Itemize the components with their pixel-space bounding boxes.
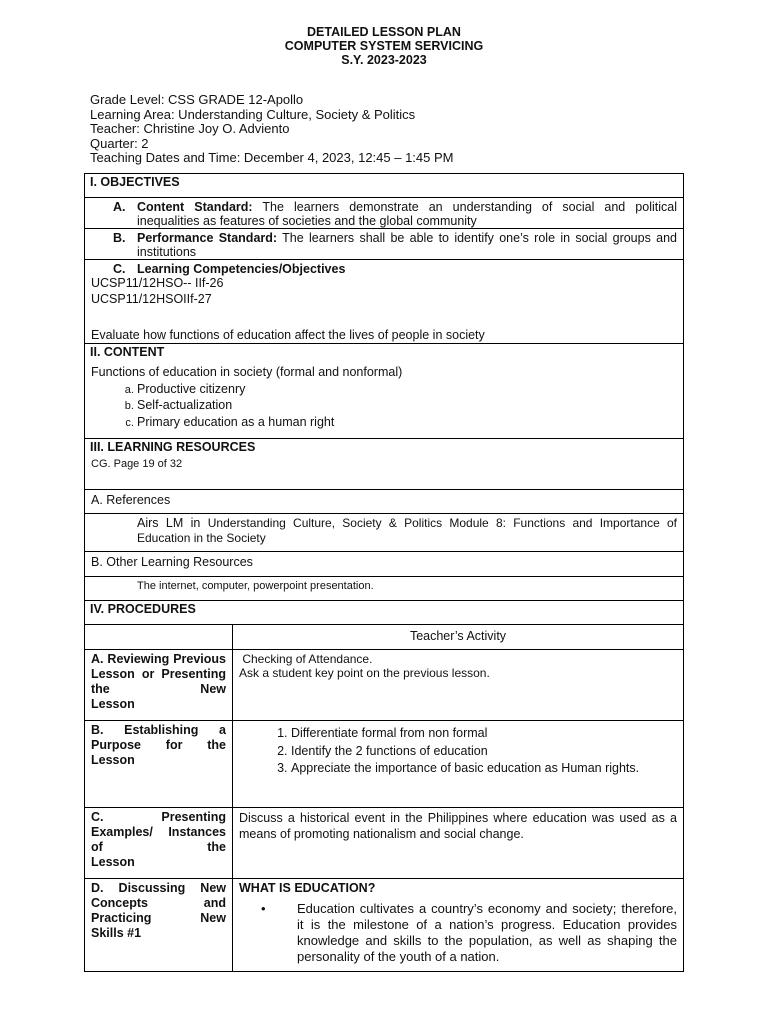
bullet-icon: • xyxy=(261,901,266,916)
document-header xyxy=(0,25,768,67)
header-school-year: S.Y. 2023-2023 xyxy=(341,53,427,67)
meta-teacher: Teacher: Christine Joy O. Adviento xyxy=(90,121,290,136)
meta-learning-area: Learning Area: Understanding Culture, Society & Politics xyxy=(90,106,416,122)
procedure-body-d xyxy=(233,879,683,971)
procedure-row-a xyxy=(85,650,683,721)
curriculum-guide-page: CG. Page 19 of 32 xyxy=(91,458,183,470)
header-subject: COMPUTER SYSTEM SERVICING xyxy=(284,39,484,53)
competency-code-2: UCSP11/12HSOIIf-27 xyxy=(91,291,212,306)
references-label: A. References xyxy=(91,493,171,507)
procedure-a-line-1: Checking of Attendance. xyxy=(239,652,373,666)
header-title: DETAILED LESSON PLAN xyxy=(307,25,461,39)
purpose-list-item: 3. Appreciate the importance of basic education as Human rights. xyxy=(291,760,677,778)
other-resources-label: B. Other Learning Resources xyxy=(91,555,253,569)
other-resources-text: The internet, computer, powerpoint presentation. xyxy=(137,580,374,592)
performance-standard-text: The learners shall be able to identify one’s role in social groups and institutions xyxy=(137,231,677,259)
education-heading: WHAT IS EDUCATION? xyxy=(239,881,376,895)
lesson-meta xyxy=(90,93,454,166)
purpose-list xyxy=(239,725,677,778)
performance-standard-label: Performance Standard: xyxy=(137,231,278,245)
education-definition: Education cultivates a country’s economy and society; therefore, it is the milestone of a nation’s progress. Education provides knowledge and skills to the population, as well as shaping the personality of the youth of a nation. xyxy=(297,901,677,964)
procedure-label-c xyxy=(85,808,233,878)
procedures-heading-row xyxy=(85,601,683,625)
performance-standard-letter: B. xyxy=(113,231,126,245)
meta-grade-level: Grade Level: CSS GRADE 12-Apollo xyxy=(90,92,304,107)
content-standard-letter: A. xyxy=(113,200,126,214)
references-body-row xyxy=(85,514,683,552)
procedure-body-b xyxy=(233,721,683,807)
content-heading: II. CONTENT xyxy=(90,345,165,359)
reference-module: Understanding Culture, Society & Politics Module 8: Functions and Importance of Education in the Society xyxy=(137,516,677,545)
reference-lm: Airs LM in xyxy=(137,516,208,530)
content-list-item: a. Productive citizenry xyxy=(137,381,683,398)
procedure-label-blank xyxy=(85,625,233,649)
procedure-c-text: Discuss a historical event in the Philippines where education was used as a means of promoting nationalism and social change. xyxy=(239,811,677,841)
learning-resources-row xyxy=(85,439,683,490)
procedure-row-c xyxy=(85,808,683,879)
content-list xyxy=(85,381,683,431)
other-resources-body-row xyxy=(85,577,683,601)
procedure-a-line-2: Ask a student key point on the previous lesson. xyxy=(239,666,490,680)
procedures-heading: IV. PROCEDURES xyxy=(90,602,196,616)
procedure-label-d-last: Skills #1 xyxy=(91,926,142,940)
procedure-label-a xyxy=(85,650,233,720)
purpose-list-item: 2. Identify the 2 functions of education xyxy=(291,743,677,761)
procedure-label-a-last: Lesson xyxy=(91,697,135,711)
learning-competencies-letter: C. xyxy=(113,262,126,276)
learning-competencies-row xyxy=(85,260,683,344)
competency-code-1: UCSP11/12HSO-- IIf-26 xyxy=(91,276,224,290)
content-list-item: c. Primary education as a human right xyxy=(137,414,683,431)
procedure-label-a-text: A. Reviewing Previous Lesson or Presenting the New xyxy=(91,652,226,696)
procedure-label-c-last: Lesson xyxy=(91,855,135,869)
performance-standard-row xyxy=(85,229,683,260)
procedure-body-a xyxy=(233,650,683,720)
teacher-activity-header-row xyxy=(85,625,683,650)
objectives-heading: I. OBJECTIVES xyxy=(90,175,180,189)
learning-competencies-label: Learning Competencies/Objectives xyxy=(137,262,346,276)
competency-evaluate: Evaluate how functions of education affect the lives of people in society xyxy=(91,327,485,342)
procedure-label-b-last: Lesson xyxy=(91,753,135,767)
purpose-list-item: 1. Differentiate formal from non formal xyxy=(291,725,677,743)
content-standard-text: The learners demonstrate an understanding of social and political inequalities as features of societies and the global community xyxy=(137,200,677,228)
procedure-row-b xyxy=(85,721,683,808)
procedure-label-d-text: D. Discussing New Concepts and Practicing New xyxy=(91,881,226,925)
meta-quarter: Quarter: 2 xyxy=(90,135,149,151)
content-row xyxy=(85,344,683,439)
procedure-label-b xyxy=(85,721,233,807)
teacher-activity-header: Teacher’s Activity xyxy=(409,629,507,643)
content-standard-row xyxy=(85,198,683,229)
meta-teaching-dates: Teaching Dates and Time: December 4, 2023, 12:45 – 1:45 PM xyxy=(90,150,454,165)
references-row xyxy=(85,490,683,514)
content-standard-label: Content Standard: xyxy=(137,200,253,214)
content-intro: Functions of education in society (formal and nonformal) xyxy=(91,365,403,379)
procedure-row-d xyxy=(85,879,683,971)
lesson-plan-table xyxy=(84,173,684,972)
procedure-label-c-text: C. Presenting Examples/ Instances of the xyxy=(91,810,226,854)
other-resources-row xyxy=(85,552,683,577)
procedure-label-b-text: B. Establishing a Purpose for the xyxy=(91,723,226,752)
procedure-label-d xyxy=(85,879,233,971)
content-list-item: b. Self-actualization xyxy=(137,397,683,414)
learning-resources-heading: III. LEARNING RESOURCES xyxy=(90,440,256,454)
objectives-heading-row xyxy=(85,174,683,198)
